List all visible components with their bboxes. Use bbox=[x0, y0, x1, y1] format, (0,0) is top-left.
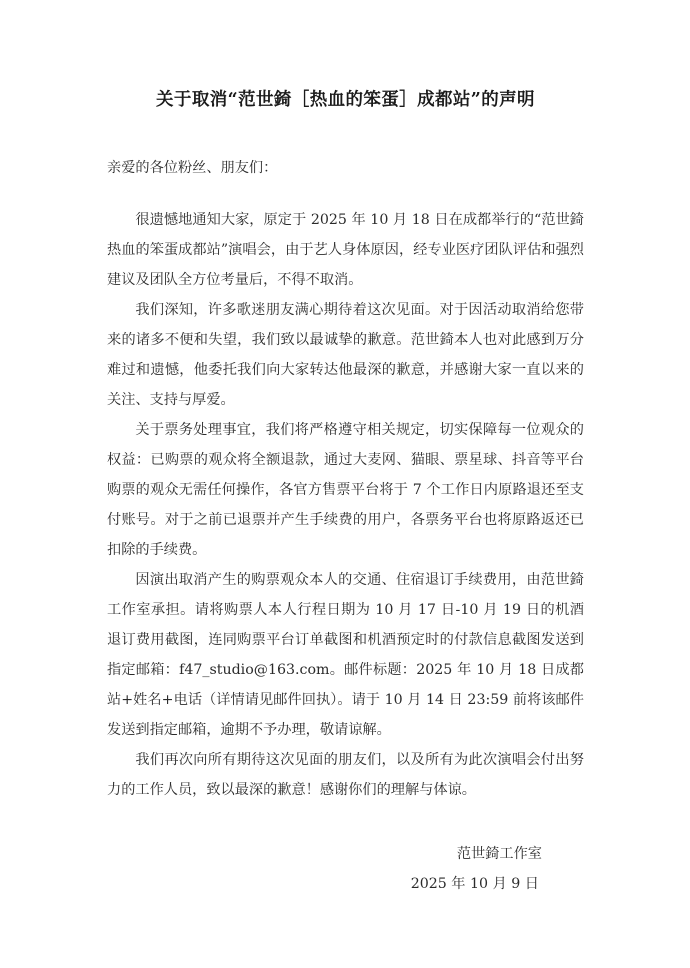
paragraph-closing-apology: 我们再次向所有期待这次见面的朋友们，以及所有为此次演唱会付出努力的工作人员，致以最深的歉意！感谢你们的理解与体谅。 bbox=[107, 751, 584, 798]
signature-date: 2025 年 10 月 9 日 bbox=[410, 875, 539, 892]
document-body bbox=[107, 0, 584, 899]
signature-studio-name: 范世錡工作室 bbox=[456, 845, 542, 862]
paragraph-apology: 我们深知，许多歌迷朋友满心期待着这次见面。对于因活动取消给您带来的诸多不便和失望，我们致以最诚挚的歉意。范世錡本人也对此感到万分难过和遗憾，他委托我们向大家转达他最深的歉意，并感谢大家一直以来的关注、支持与厚爱。 bbox=[107, 301, 584, 408]
paragraph-refund-policy: 关于票务处理事宜，我们将严格遵守相关规定，切实保障每一位观众的权益：已购票的观众将全额退款，通过大麦网、猫眼、票星球、抖音等平台购票的观众无需任何操作，各官方售票平台将于 7 个工作日内原路退还至支付账号。对于之前已退票并产生手续费的用户，各票务平台也将原路返还已扣除的手续费。 bbox=[107, 421, 584, 558]
paragraph-cancellation-notice: 很遗憾地通知大家，原定于 2025 年 10 月 18 日在成都举行的“范世錡 热血的笨蛋成都站”演唱会，由于艺人身体原因，经专业医疗团队评估和强烈建议及团队全方位考量后，不得不取消。 bbox=[107, 211, 584, 288]
paragraph-travel-reimbursement: 因演出取消产生的购票观众本人的交通、住宿退订手续费用，由范世錡工作室承担。请将购票人本人行程日期为 10 月 17 日-10 月 19 日的机酒退订费用截图，连同购票平台订单截图和机酒预定时的付款信息截图发送到指定邮箱：f47_studio@163.com。邮件标题：2025 年 10 月 18 日成都站+姓名+电话（详情请见邮件回执）。请于 10 月 14 日 23:59 前将该邮件发送到指定邮箱，逾期不予办理，敬请谅解。 bbox=[107, 571, 584, 738]
salutation: 亲爱的各位粉丝、朋友们： bbox=[107, 159, 278, 176]
page-title: 关于取消“范世錡［热血的笨蛋］成都站”的声明 bbox=[156, 90, 535, 110]
signature-block bbox=[107, 839, 584, 899]
